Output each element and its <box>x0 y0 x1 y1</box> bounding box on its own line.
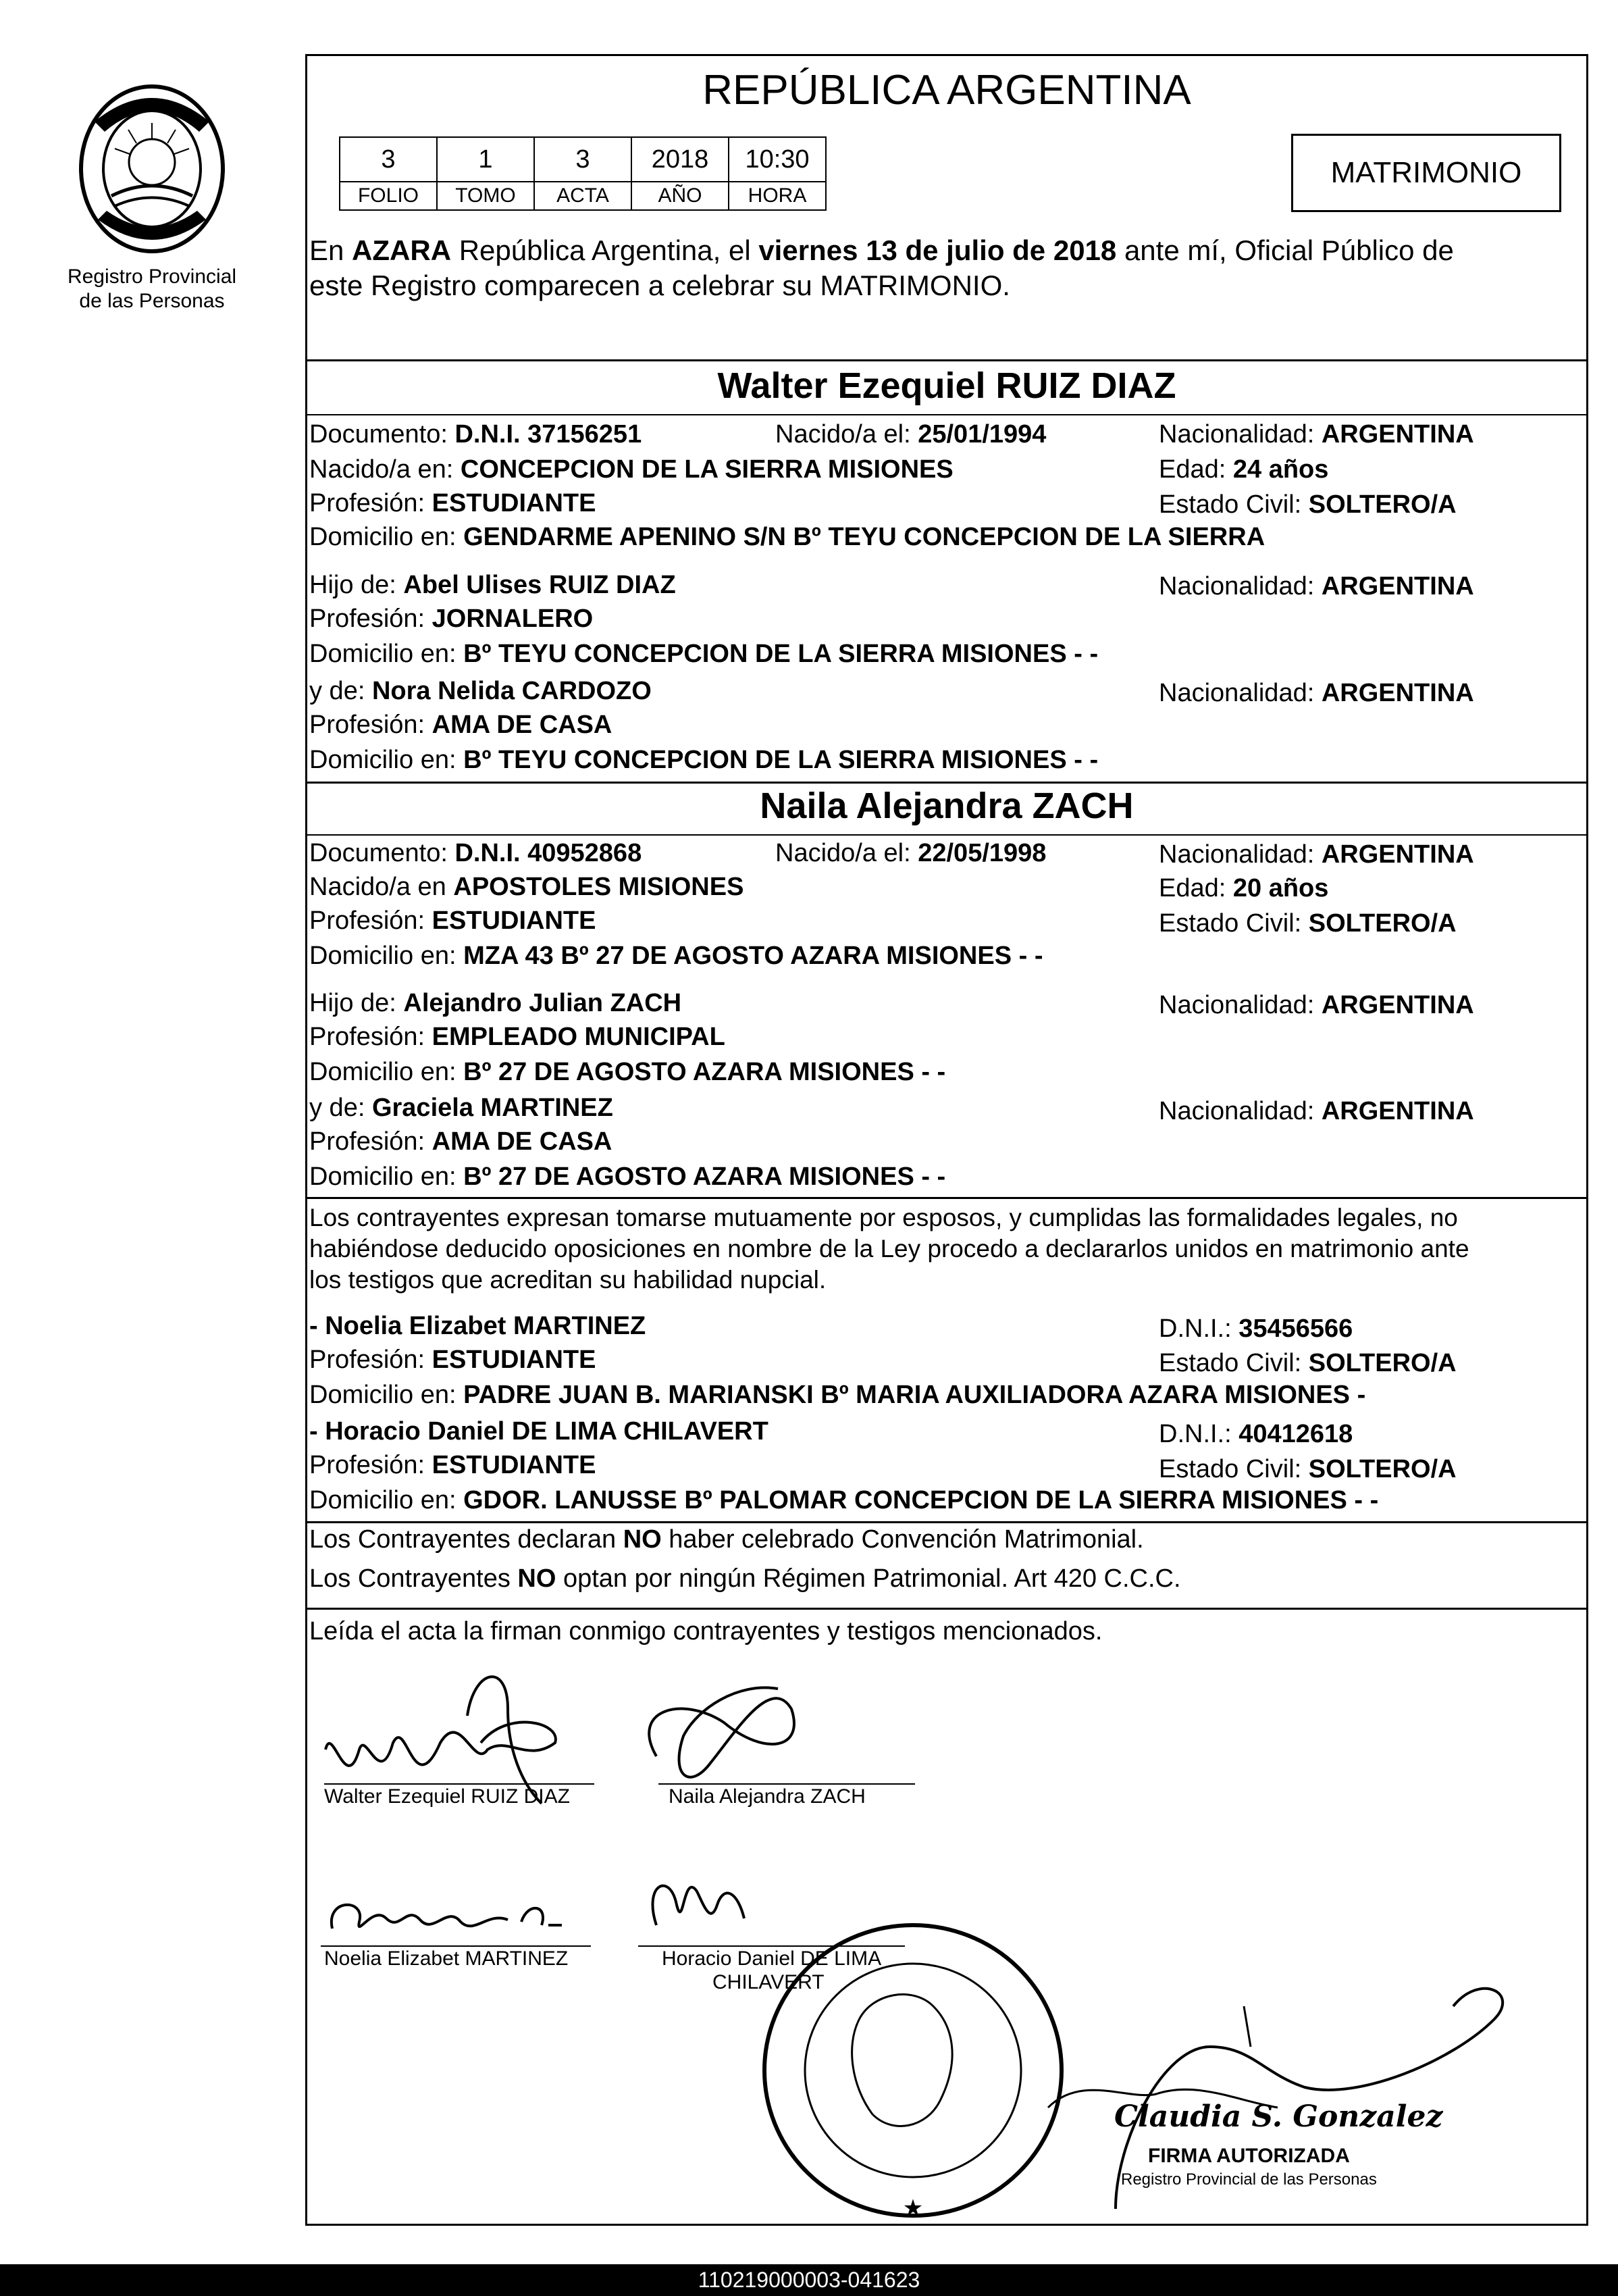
divider <box>305 1608 1588 1610</box>
official-stamp-name: Claudia S. Gonzalez <box>1114 2099 1443 2134</box>
c2-nat-label: Nacionalidad: <box>1159 840 1322 869</box>
regime-l1-no: NO <box>623 1525 662 1554</box>
c1-doc <box>309 419 642 450</box>
signature-name-horacio-b: CHILAVERT <box>712 1971 825 1993</box>
w2-dom-label: Domicilio en: <box>309 1486 464 1514</box>
c1-mother-nat-label: Nacionalidad: <box>1159 679 1322 707</box>
c2-mother-nat <box>1159 1096 1474 1127</box>
c2-father-prof <box>309 1021 725 1052</box>
intro-line1 <box>309 233 1454 268</box>
w1-dom-label: Domicilio en: <box>309 1381 464 1409</box>
c1-father-nat-label: Nacionalidad: <box>1159 572 1322 601</box>
c2-civil <box>1159 908 1457 939</box>
witness2-name: - Horacio Daniel DE LIMA CHILAVERT <box>309 1417 768 1446</box>
c1-mother-nat <box>1159 678 1474 709</box>
c1-dom <box>309 521 1265 553</box>
c1-father-label: Hijo de: <box>309 571 404 599</box>
w2-civil-value: SOLTERO/A <box>1308 1455 1457 1483</box>
intro-place: AZARA <box>352 234 452 266</box>
c2-dom-label: Domicilio en: <box>309 942 464 970</box>
signature-line-horacio <box>638 1945 905 1947</box>
official-stamp-sub: Registro Provincial de las Personas <box>1121 2170 1377 2189</box>
regime-l2-text-b: optan por ningún Régimen Patrimonial. Art 420 C.C.C. <box>556 1564 1181 1593</box>
country-title: REPÚBLICA ARGENTINA <box>702 67 1191 113</box>
contrayente1-name: Walter Ezequiel RUIZ DIAZ <box>717 365 1176 406</box>
c2-father-dom <box>309 1056 945 1088</box>
c2-father-prof-value: EMPLEADO MUNICIPAL <box>432 1023 725 1051</box>
act-type-box <box>1291 134 1561 212</box>
anio-label: AÑO <box>631 182 729 210</box>
intro-text-c: ante mí, Oficial Público de <box>1116 234 1454 266</box>
c2-dom <box>309 940 1043 971</box>
w1-prof <box>309 1344 596 1375</box>
c2-mother-nat-label: Nacionalidad: <box>1159 1097 1322 1125</box>
w2-prof-label: Profesión: <box>309 1451 432 1479</box>
c1-nat-label: Nacionalidad: <box>1159 420 1322 449</box>
c1-age <box>1159 454 1328 485</box>
signature-walter-icon <box>325 1723 556 1766</box>
act-type-label: MATRIMONIO <box>1330 156 1522 189</box>
c2-prof-value: ESTUDIANTE <box>432 907 596 935</box>
w2-civil <box>1159 1454 1457 1485</box>
w2-dom <box>309 1485 1378 1516</box>
c2-born-label: Nacido/a el: <box>775 839 918 867</box>
c2-mother-prof-value: AMA DE CASA <box>432 1127 612 1156</box>
folio-value: 3 <box>340 137 437 182</box>
c1-father-dom-label: Domicilio en: <box>309 640 464 668</box>
c1-mother-value: Nora Nelida CARDOZO <box>371 677 652 705</box>
c1-mother-dom <box>309 744 1098 775</box>
c1-father-prof <box>309 603 593 634</box>
w2-dni <box>1159 1419 1353 1450</box>
intro-text-a: En <box>309 234 353 266</box>
c1-father-prof-value: JORNALERO <box>432 605 594 633</box>
declaration-line2: habiéndose deducido oposiciones en nombre de la Ley procedo a declararlos unidos en matrimonio ante <box>309 1235 1469 1262</box>
document-code: 110219000003-041623 <box>698 2268 920 2292</box>
c2-prof-label: Profesión: <box>309 907 432 935</box>
act-reference-table <box>339 136 827 211</box>
c1-mother-dom-value: Bº TEYU CONCEPCION DE LA SIERRA MISIONES - - <box>463 746 1099 774</box>
intro-line2: este Registro comparecen a celebrar su MATRIMONIO. <box>309 270 1010 301</box>
signature-name-horacio-a: Horacio Daniel DE LIMA <box>662 1947 882 1970</box>
official-flourish-icon <box>1048 2006 1278 2108</box>
c2-father-label: Hijo de: <box>309 989 404 1017</box>
c1-father-dom <box>309 638 1098 669</box>
c2-age-label: Edad: <box>1159 874 1233 902</box>
acta-value: 3 <box>534 137 631 182</box>
provincial-seal-icon <box>74 81 230 257</box>
c2-doc-value: D.N.I. 40952868 <box>454 839 642 867</box>
w2-prof <box>309 1450 596 1481</box>
folio-label: FOLIO <box>340 182 437 210</box>
official-stamp-label: FIRMA AUTORIZADA <box>1148 2145 1350 2167</box>
c1-father-nat <box>1159 571 1474 602</box>
c2-born <box>775 838 1046 869</box>
c1-born-label: Nacido/a el: <box>775 420 918 449</box>
c2-place <box>309 871 743 902</box>
registry-logo <box>74 81 230 257</box>
signature-line-walter <box>324 1783 594 1785</box>
c2-doc-label: Documento: <box>309 839 455 867</box>
c1-mother-prof-label: Profesión: <box>309 711 432 739</box>
c2-father-prof-label: Profesión: <box>309 1023 432 1051</box>
w1-dni <box>1159 1313 1353 1344</box>
c2-father-value: Alejandro Julian ZACH <box>403 989 682 1017</box>
c1-mother-prof <box>309 709 612 740</box>
c1-dom-label: Domicilio en: <box>309 523 464 551</box>
c2-nat <box>1159 839 1474 870</box>
c2-father-dom-value: Bº 27 DE AGOSTO AZARA MISIONES - - <box>463 1058 946 1086</box>
c1-father-dom-value: Bº TEYU CONCEPCION DE LA SIERRA MISIONES - - <box>463 640 1099 668</box>
w2-civil-label: Estado Civil: <box>1159 1455 1309 1483</box>
contrayente2-name: Naila Alejandra ZACH <box>760 786 1134 826</box>
regime-l2-text-a: Los Contrayentes <box>309 1564 518 1593</box>
witness1-name: - Noelia Elizabet MARTINEZ <box>309 1312 646 1340</box>
c1-mother-dom-label: Domicilio en: <box>309 746 464 774</box>
c1-mother <box>309 675 652 707</box>
w1-civil-value: SOLTERO/A <box>1308 1349 1457 1377</box>
signature-naila-icon <box>649 1687 794 1777</box>
declaration-line3: los testigos que acreditan su habilidad nupcial. <box>309 1266 827 1294</box>
c1-father-nat-value: ARGENTINA <box>1321 572 1474 601</box>
c1-place <box>309 454 954 485</box>
c1-dom-value: GENDARME APENINO S/N Bº TEYU CONCEPCION DE LA SIERRA <box>463 523 1265 551</box>
c2-mother-dom-label: Domicilio en: <box>309 1163 464 1191</box>
declaration-line1: Los contrayentes expresan tomarse mutuamente por esposos, y cumplidas las formalidades legales, no <box>309 1204 1458 1231</box>
tomo-label: TOMO <box>437 182 534 210</box>
c2-civil-value: SOLTERO/A <box>1308 909 1457 938</box>
regime-line2 <box>309 1563 1181 1594</box>
c1-father-value: Abel Ulises RUIZ DIAZ <box>403 571 676 599</box>
c2-born-value: 22/05/1998 <box>918 839 1047 867</box>
c1-born-value: 25/01/1994 <box>918 420 1047 449</box>
c1-prof-value: ESTUDIANTE <box>432 489 596 517</box>
w1-civil-label: Estado Civil: <box>1159 1349 1309 1377</box>
divider <box>305 1521 1588 1523</box>
w1-civil <box>1159 1348 1457 1379</box>
c2-mother-value: Graciela MARTINEZ <box>371 1094 613 1122</box>
c1-nat <box>1159 419 1474 450</box>
c2-age-value: 20 años <box>1232 874 1329 902</box>
c2-prof <box>309 905 596 936</box>
c2-mother-prof <box>309 1126 612 1157</box>
c2-mother-dom <box>309 1161 945 1192</box>
c1-doc-value: D.N.I. 37156251 <box>454 420 642 449</box>
acta-label: ACTA <box>534 182 631 210</box>
tomo-value: 1 <box>437 137 534 182</box>
c2-nat-value: ARGENTINA <box>1321 840 1474 869</box>
c2-mother <box>309 1092 613 1123</box>
c2-dom-value: MZA 43 Bº 27 DE AGOSTO AZARA MISIONES - - <box>463 942 1043 970</box>
c2-age <box>1159 873 1328 904</box>
c1-prof-label: Profesión: <box>309 489 432 517</box>
signature-name-noelia: Noelia Elizabet MARTINEZ <box>324 1947 569 1970</box>
c1-father-prof-label: Profesión: <box>309 605 432 633</box>
registry-name-line2: de las Personas <box>79 290 225 312</box>
regime-line1 <box>309 1524 1144 1555</box>
regime-l1-text-a: Los Contrayentes declaran <box>309 1525 623 1554</box>
hora-label: HORA <box>729 182 826 210</box>
document-code-footer <box>0 2264 1618 2296</box>
intro-date: viernes 13 de julio de 2018 <box>758 234 1117 266</box>
c2-mother-prof-label: Profesión: <box>309 1127 432 1156</box>
c1-civil <box>1159 489 1457 520</box>
w2-dni-value: 40412618 <box>1238 1420 1353 1448</box>
w2-prof-value: ESTUDIANTE <box>432 1451 596 1479</box>
c2-father-nat-label: Nacionalidad: <box>1159 991 1322 1019</box>
c2-civil-label: Estado Civil: <box>1159 909 1309 938</box>
c1-mother-prof-value: AMA DE CASA <box>432 711 612 739</box>
c1-born <box>775 419 1046 450</box>
divider <box>305 414 1588 415</box>
c2-doc <box>309 838 642 869</box>
w1-dom-value: PADRE JUAN B. MARIANSKI Bº MARIA AUXILIADORA AZARA MISIONES - <box>463 1381 1366 1409</box>
c1-father <box>309 569 676 601</box>
w1-dni-label: D.N.I.: <box>1159 1315 1239 1343</box>
c1-age-value: 24 años <box>1232 455 1329 484</box>
signature-horacio-icon <box>652 1886 744 1925</box>
svg-text:★: ★ <box>902 2195 924 2222</box>
c2-place-label: Nacido/a en <box>309 873 454 901</box>
signature-line-noelia <box>321 1945 591 1947</box>
w1-dom <box>309 1379 1365 1410</box>
divider <box>305 834 1588 836</box>
closing-text: Leída el acta la firman conmigo contrayentes y testigos mencionados. <box>309 1617 1103 1646</box>
c1-civil-label: Estado Civil: <box>1159 490 1309 519</box>
c1-doc-label: Documento: <box>309 420 455 449</box>
signature-name-walter: Walter Ezequiel RUIZ DIAZ <box>324 1785 570 1808</box>
c1-mother-label: y de: <box>309 677 372 705</box>
c2-father-dom-label: Domicilio en: <box>309 1058 464 1086</box>
regime-l1-text-b: haber celebrado Convención Matrimonial. <box>661 1525 1144 1554</box>
intro-text-b: República Argentina, el <box>451 234 759 266</box>
divider <box>305 359 1588 361</box>
w1-prof-value: ESTUDIANTE <box>432 1346 596 1374</box>
hora-value: 10:30 <box>729 137 826 182</box>
divider <box>305 782 1588 784</box>
c1-age-label: Edad: <box>1159 455 1233 484</box>
anio-value: 2018 <box>631 137 729 182</box>
w1-dni-value: 35456566 <box>1238 1315 1353 1343</box>
c1-place-label: Nacido/a en: <box>309 455 461 484</box>
signature-name-naila: Naila Alejandra ZACH <box>669 1785 866 1808</box>
signature-noelia-icon <box>332 1905 562 1929</box>
c2-place-value: APOSTOLES MISIONES <box>453 873 744 901</box>
signature-line-naila <box>658 1783 915 1785</box>
c2-father <box>309 988 681 1019</box>
c1-prof <box>309 488 596 519</box>
divider <box>305 1197 1588 1199</box>
w1-prof-label: Profesión: <box>309 1346 432 1374</box>
c2-mother-nat-value: ARGENTINA <box>1321 1097 1474 1125</box>
registry-name-line1: Registro Provincial <box>67 265 237 288</box>
w2-dni-label: D.N.I.: <box>1159 1420 1239 1448</box>
c2-father-nat-value: ARGENTINA <box>1321 991 1474 1019</box>
c2-mother-dom-value: Bº 27 DE AGOSTO AZARA MISIONES - - <box>463 1163 946 1191</box>
c2-father-nat <box>1159 990 1474 1021</box>
c1-civil-value: SOLTERO/A <box>1308 490 1457 519</box>
c1-place-value: CONCEPCION DE LA SIERRA MISIONES <box>460 455 954 484</box>
c1-nat-value: ARGENTINA <box>1321 420 1474 449</box>
c2-mother-label: y de: <box>309 1094 372 1122</box>
w2-dom-value: GDOR. LANUSSE Bº PALOMAR CONCEPCION DE LA SIERRA MISIONES - - <box>463 1486 1379 1514</box>
regime-l2-no: NO <box>517 1564 556 1593</box>
c1-mother-nat-value: ARGENTINA <box>1321 679 1474 707</box>
